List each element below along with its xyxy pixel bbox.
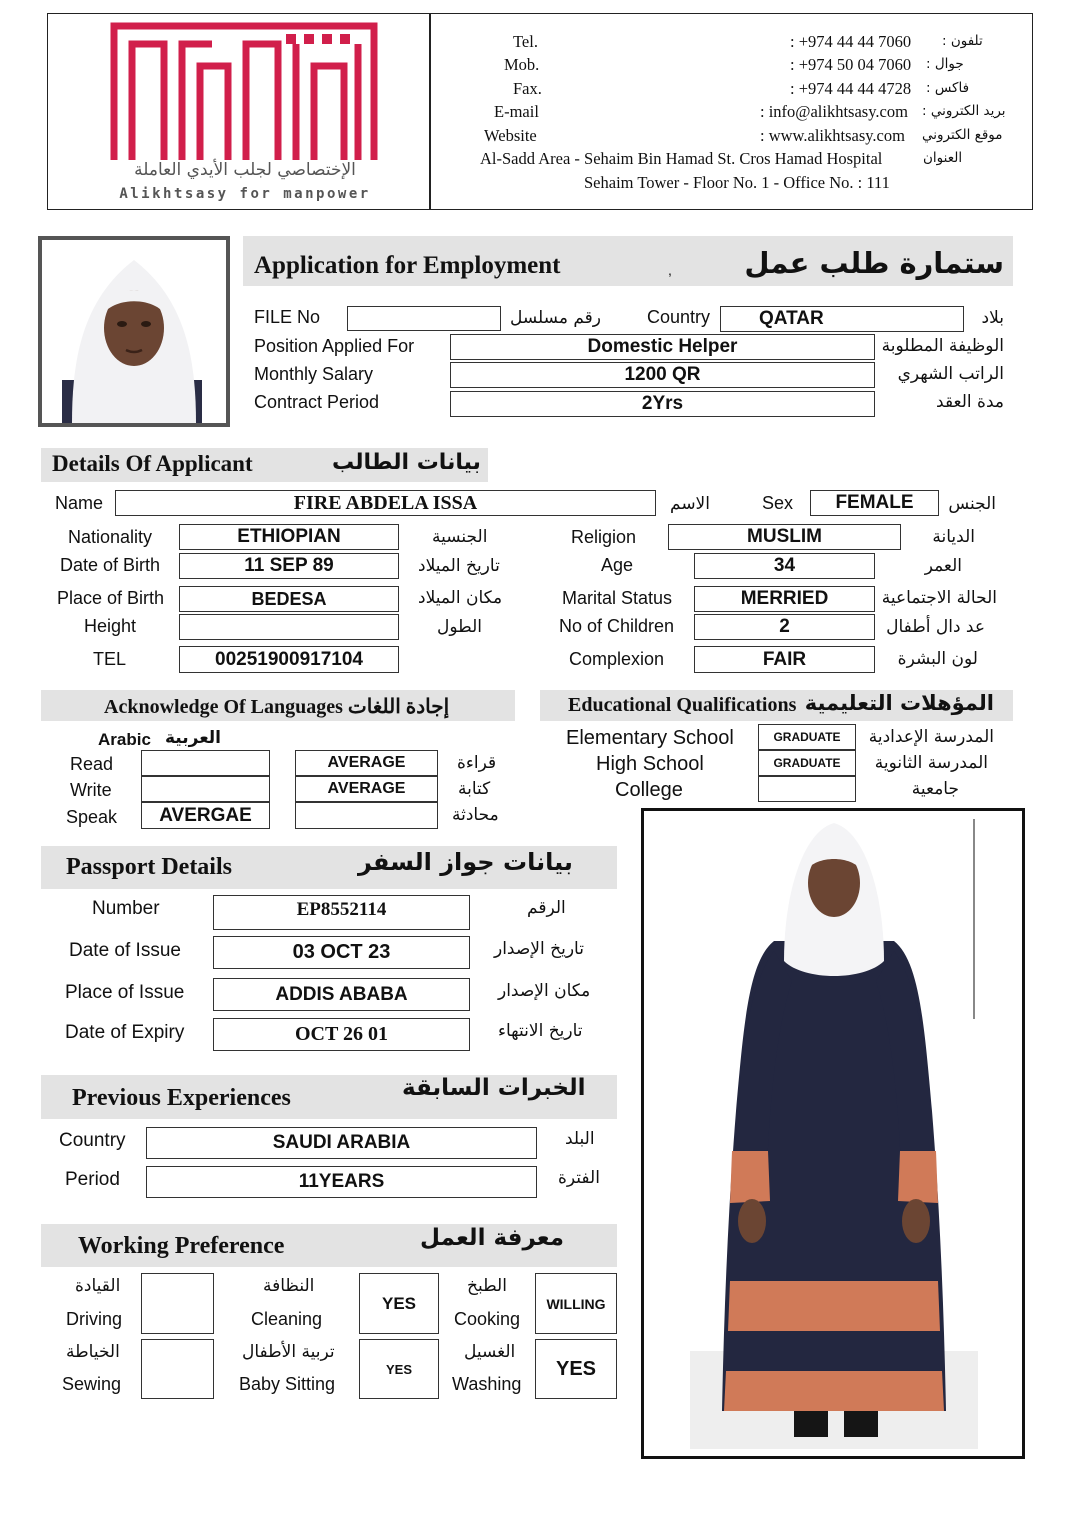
address-ar: العنوان [923,150,963,166]
applicant-section-ar: بيانات الطالب [332,450,481,475]
edu-elementary-label: Elementary School [566,727,734,749]
salary-field[interactable]: 1200 QR [450,362,875,388]
passport-number-ar: الرقم [527,898,566,918]
contact-email-value: : info@alikhtsasy.com [760,102,908,121]
exp-country-label: Country [59,1130,126,1151]
children-label: No of Children [559,616,675,636]
pob-field[interactable]: BEDESA [179,586,399,612]
dob-label: Date of Birth [60,555,161,575]
height-ar: الطول [437,617,482,637]
religion-ar: الديانة [932,527,975,547]
contact-fax-ar: فاكس : [926,80,970,96]
lang-read-col1[interactable] [141,750,270,776]
full-body-photo [644,811,1022,1456]
children-field[interactable]: 2 [694,614,875,640]
pref-sewing-ar: الخياطة [66,1342,120,1362]
edu-elementary-ar: المدرسة الإعدادية [868,727,994,747]
contact-tel-label: Tel. [513,32,538,51]
nationality-field[interactable]: ETHIOPIAN [179,524,399,550]
country-field[interactable]: QATAR [720,306,964,332]
exp-period-label: Period [65,1169,120,1190]
lang-write-col2[interactable]: AVERAGE [295,776,438,802]
passport-section-ar: بيانات جواز السفر [358,848,573,876]
contact-email-label: E-mail [494,102,539,121]
edu-high-label: High School [596,753,704,775]
age-ar: العمر [924,556,962,576]
letterhead-divider [429,14,431,209]
lang-read-col2[interactable]: AVERAGE [295,750,438,776]
pref-cooking-ar: الطبخ [467,1276,507,1296]
salary-ar: الراتب الشهري [897,364,1004,384]
pref-washing-field[interactable]: YES [535,1339,617,1399]
applicant-portrait-frame [38,236,230,427]
contact-email-ar: بريد الكتروني : [922,103,1006,119]
religion-field[interactable]: MUSLIM [668,524,901,550]
position-field[interactable]: Domestic Helper [450,334,875,360]
age-label: Age [601,555,634,575]
address-line-2: Sehaim Tower - Floor No. 1 - Office No. : 111 [584,173,890,192]
experience-section-en: Previous Experiences [72,1085,291,1111]
lang-write-col1[interactable] [141,776,270,802]
passport-number-field[interactable]: EP8552114 [213,895,470,930]
contact-mob-value: : +974 50 04 7060 [790,55,912,74]
education-section-en: Educational Qualifications [568,694,797,716]
edu-college-label: College [615,779,683,801]
passport-issue-date-ar: تاريخ الإصدار [494,939,584,959]
pref-driving-field[interactable] [141,1273,214,1334]
edu-high-ar: المدرسة الثانوية [874,753,988,773]
sex-label: Sex [762,493,794,513]
pref-washing-label: Washing [452,1374,522,1394]
edu-college-field[interactable] [758,776,856,802]
pref-baby-label: Baby Sitting [239,1374,336,1394]
passport-issue-place-field[interactable]: ADDIS ABABA [213,978,470,1011]
lang-read-ar: قراءة [457,753,497,773]
address-line-1: Al-Sadd Area - Sehaim Bin Hamad St. Cros Hamad Hospital [480,149,883,168]
company-logo [108,20,380,166]
applicant-portrait [42,240,226,423]
passport-issue-date-field[interactable]: 03 OCT 23 [213,936,470,969]
name-ar: الاسم [670,494,710,514]
passport-issue-place-label: Place of Issue [65,982,185,1003]
contact-website-ar: موقع الكتروني [922,127,1003,143]
marital-field[interactable]: MERRIED [694,586,875,612]
nationality-label: Nationality [68,527,153,547]
preference-section-ar: معرفة العمل [420,1225,564,1251]
nationality-ar: الجنسية [432,527,488,547]
contact-fax-label: Fax. [513,79,542,98]
pref-sewing-field[interactable] [141,1339,214,1399]
applicant-section-en: Details Of Applicant [52,451,253,476]
contact-mob-label: Mob. [504,55,540,74]
height-label: Height [84,616,137,636]
position-label: Position Applied For [254,336,415,356]
arabic-label-en: Arabic [98,730,151,749]
exp-country-field[interactable]: SAUDI ARABIA [146,1127,537,1159]
age-field[interactable]: 34 [694,553,875,579]
logo-arabic-text: الإختصاصي لجلب الأيدي العاملة [134,160,356,180]
marital-ar: الحالة الاجتماعية [881,588,997,608]
pref-driving-label: Driving [66,1309,123,1329]
education-section-ar: المؤهلات التعليمية [804,691,994,715]
exp-period-field[interactable]: 11YEARS [146,1166,537,1198]
contact-website-label: Website [484,126,537,145]
contract-ar: مدة العقد [936,392,1004,412]
edu-college-ar: جامعية [911,779,959,799]
passport-number-label: Number [92,898,160,919]
experience-section-ar: الخبرات السابقة [402,1075,586,1101]
pref-driving-ar: القيادة [75,1276,121,1296]
tel-field[interactable]: 00251900917104 [179,646,399,673]
complexion-label: Complexion [569,649,665,669]
full-body-photo-frame [641,808,1025,1459]
salary-label: Monthly Salary [254,364,374,384]
sex-field[interactable]: FEMALE [810,490,939,516]
passport-section-en: Passport Details [66,854,232,880]
pref-cleaning-ar: النظافة [263,1276,315,1296]
contact-tel-ar: تلفون : [942,33,983,49]
contract-label: Contract Period [254,392,380,412]
pref-washing-ar: الغسيل [464,1342,516,1362]
pref-baby-ar: تربية الأطفال [242,1342,335,1362]
file-no-field[interactable] [347,306,501,331]
tel-label: TEL [93,649,127,669]
languages-section-title: Acknowledge Of Languages إجادة اللغات [104,696,450,718]
country-ar: بلاد [981,308,1004,328]
exp-period-ar: الفترة [558,1168,600,1188]
contact-tel-value: : +974 44 44 7060 [790,32,912,51]
pref-sewing-label: Sewing [62,1374,122,1394]
exp-country-ar: البلد [565,1129,595,1149]
file-no-label: FILE No [254,307,321,327]
passport-expiry-ar: تاريخ الانتهاء [498,1021,583,1041]
lang-speak-ar: محادثة [452,805,499,825]
form-title-en: Application for Employment [254,252,561,279]
name-field[interactable]: FIRE ABDELA ISSA [115,490,656,516]
letterhead [47,13,1033,210]
passport-expiry-label: Date of Expiry [65,1022,185,1043]
pref-cleaning-field[interactable]: YES [359,1273,439,1334]
pref-cooking-label: Cooking [454,1309,521,1329]
lang-read-label: Read [70,754,114,774]
pref-cooking-field[interactable]: WILLING [535,1273,617,1334]
pob-label: Place of Birth [57,588,165,608]
marital-label: Marital Status [562,588,673,608]
complexion-field[interactable]: FAIR [694,646,875,673]
file-no-ar: رقم مسلسل [510,308,601,328]
position-ar: الوظيفة المطلوبة [881,336,1004,356]
form-title-ar: ستمارة طلب عمل [744,246,1004,280]
dob-ar: تاريخ الميلاد [418,556,500,576]
contact-fax-value: : +974 44 44 4728 [790,79,912,98]
contact-mob-ar: جوال : [926,56,964,72]
contact-website-value: : www.alikhtsasy.com [760,126,905,145]
lang-speak-label: Speak [66,807,118,827]
lang-speak-col2[interactable] [295,802,438,829]
edu-elementary-field[interactable]: GRADUATE [758,724,856,750]
arabic-label-ar: العربية [165,728,222,748]
lang-write-label: Write [70,780,112,800]
edu-high-field[interactable]: GRADUATE [758,750,856,776]
name-label: Name [55,493,104,513]
lang-speak-col1[interactable]: AVERGAE [141,802,270,829]
pref-cleaning-label: Cleaning [251,1309,323,1329]
country-label: Country [647,307,711,327]
passport-expiry-field[interactable]: OCT 26 01 [213,1018,470,1051]
passport-issue-place-ar: مكان الإصدار [498,981,591,1001]
logo-english-text: Alikhtsasy for manpower [119,186,371,202]
photo-edge-line [973,819,975,1019]
complexion-ar: لون البشرة [897,649,978,669]
preference-section-en: Working Preference [78,1233,285,1259]
sex-ar: الجنس [948,494,996,514]
pref-baby-field[interactable]: YES [359,1339,439,1399]
pob-ar: مكان الميلاد [418,588,503,608]
children-ar: عد دال أطفال [886,617,985,637]
lang-write-ar: كتابة [458,779,491,799]
dob-field[interactable]: 11 SEP 89 [179,553,399,579]
contract-field[interactable]: 2Yrs [450,391,875,417]
passport-issue-date-label: Date of Issue [69,940,181,961]
religion-label: Religion [571,527,637,547]
form-title-mark: , [668,262,672,278]
height-field[interactable] [179,614,399,640]
